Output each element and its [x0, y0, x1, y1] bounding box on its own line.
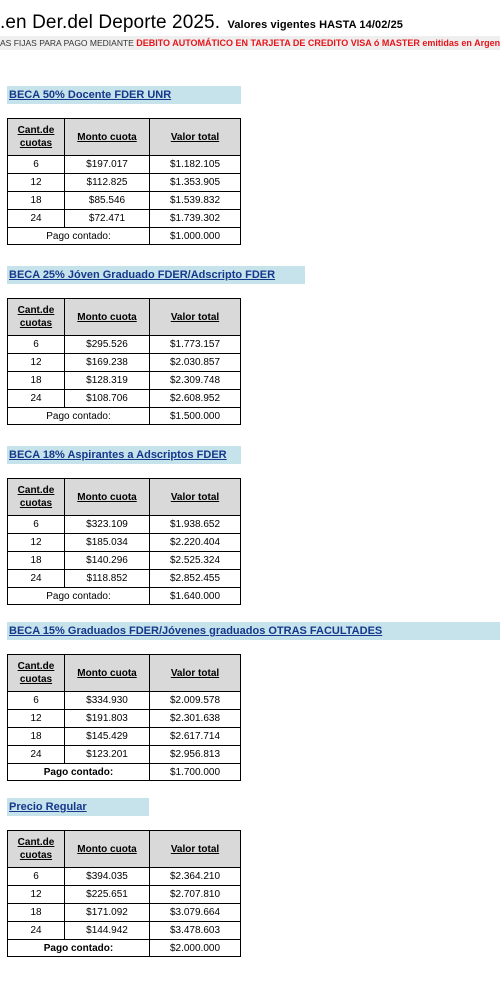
cell-monto: $295.526	[65, 336, 150, 354]
cash-row	[8, 228, 241, 245]
cash-value: $1.640.000	[150, 588, 241, 605]
header-total: Valor total	[150, 479, 241, 516]
table-row	[8, 710, 241, 728]
price-table	[7, 298, 241, 425]
table-row	[8, 534, 241, 552]
cell-monto: $185.034	[65, 534, 150, 552]
title-text: .en Der.del Deporte 2025.	[0, 12, 221, 33]
cell-total: $1.539.832	[150, 192, 241, 210]
cell-total: $2.525.324	[150, 552, 241, 570]
cell-total: $1.938.652	[150, 516, 241, 534]
cell-cuotas: 6	[8, 868, 65, 886]
cell-monto: $171.092	[65, 904, 150, 922]
cell-monto: $140.296	[65, 552, 150, 570]
cell-cuotas: 6	[8, 516, 65, 534]
cash-label: Pago contado:	[8, 228, 150, 245]
table-header-row	[8, 479, 241, 516]
cell-monto: $128.319	[65, 372, 150, 390]
section-beca-25	[7, 266, 305, 425]
cell-monto: $323.109	[65, 516, 150, 534]
table-row	[8, 746, 241, 764]
header-cant: Cant.de cuotas	[8, 831, 65, 868]
header-total: Valor total	[150, 119, 241, 156]
cell-cuotas: 6	[8, 336, 65, 354]
header-monto: Monto cuota	[65, 299, 150, 336]
cell-cuotas: 12	[8, 174, 65, 192]
cash-value: $1.500.000	[150, 408, 241, 425]
cash-label: Pago contado:	[8, 588, 150, 605]
table-row	[8, 552, 241, 570]
cell-cuotas: 12	[8, 354, 65, 372]
cell-cuotas: 18	[8, 372, 65, 390]
table-row	[8, 336, 241, 354]
header-total: Valor total	[150, 655, 241, 692]
cell-cuotas: 24	[8, 570, 65, 588]
payment-banner	[0, 36, 500, 50]
table-row	[8, 174, 241, 192]
cell-cuotas: 24	[8, 922, 65, 940]
cash-row	[8, 940, 241, 957]
cash-row	[8, 764, 241, 781]
cell-cuotas: 12	[8, 534, 65, 552]
cell-monto: $145.429	[65, 728, 150, 746]
header-monto: Monto cuota	[65, 655, 150, 692]
table-row	[8, 516, 241, 534]
cell-total: $1.739.302	[150, 210, 241, 228]
cell-total: $2.617.714	[150, 728, 241, 746]
cell-cuotas: 18	[8, 192, 65, 210]
cell-cuotas: 24	[8, 390, 65, 408]
banner-highlight: DEBITO AUTOMÁTICO EN TARJETA DE CREDITO VISA ó MASTER emitidas en Argen	[136, 38, 500, 48]
cash-value: $1.000.000	[150, 228, 241, 245]
cell-cuotas: 18	[8, 728, 65, 746]
header-monto: Monto cuota	[65, 831, 150, 868]
cell-monto: $108.706	[65, 390, 150, 408]
cell-total: $1.353.905	[150, 174, 241, 192]
cell-monto: $144.942	[65, 922, 150, 940]
banner-prefix: AS FIJAS PARA PAGO MEDIANTE	[0, 38, 134, 48]
cell-total: $1.773.157	[150, 336, 241, 354]
cash-value: $2.000.000	[150, 940, 241, 957]
cell-total: $2.707.810	[150, 886, 241, 904]
cell-total: $2.009.578	[150, 692, 241, 710]
header-total: Valor total	[150, 299, 241, 336]
cell-cuotas: 18	[8, 552, 65, 570]
cell-total: $2.309.748	[150, 372, 241, 390]
section-title: BECA 50% Docente FDER UNR	[7, 86, 241, 104]
cell-monto: $72.471	[65, 210, 150, 228]
cell-cuotas: 6	[8, 692, 65, 710]
cell-total: $2.364.210	[150, 868, 241, 886]
header-monto: Monto cuota	[65, 479, 150, 516]
table-header-row	[8, 299, 241, 336]
price-table	[7, 478, 241, 605]
table-row	[8, 904, 241, 922]
cell-monto: $112.825	[65, 174, 150, 192]
table-row	[8, 728, 241, 746]
cell-cuotas: 6	[8, 156, 65, 174]
cell-monto: $85.546	[65, 192, 150, 210]
table-row	[8, 156, 241, 174]
cell-cuotas: 12	[8, 886, 65, 904]
table-row	[8, 886, 241, 904]
cash-label: Pago contado:	[8, 940, 150, 957]
cell-monto: $394.035	[65, 868, 150, 886]
section-title: BECA 18% Aspirantes a Adscriptos FDER	[7, 446, 241, 464]
table-row	[8, 192, 241, 210]
table-header-row	[8, 655, 241, 692]
section-title: BECA 25% Jóven Graduado FDER/Adscripto FDER	[7, 266, 305, 284]
cash-row	[8, 588, 241, 605]
header-cant: Cant.de cuotas	[8, 299, 65, 336]
cell-total: $2.301.638	[150, 710, 241, 728]
header-cant: Cant.de cuotas	[8, 655, 65, 692]
cell-monto: $334.930	[65, 692, 150, 710]
cell-cuotas: 24	[8, 746, 65, 764]
cell-total: $3.478.603	[150, 922, 241, 940]
cell-monto: $118.852	[65, 570, 150, 588]
header-monto: Monto cuota	[65, 119, 150, 156]
header-total: Valor total	[150, 831, 241, 868]
cell-cuotas: 24	[8, 210, 65, 228]
cell-cuotas: 18	[8, 904, 65, 922]
cell-total: $2.608.952	[150, 390, 241, 408]
table-header-row	[8, 119, 241, 156]
price-table	[7, 830, 241, 957]
cell-monto: $225.651	[65, 886, 150, 904]
table-row	[8, 372, 241, 390]
table-row	[8, 692, 241, 710]
cell-monto: $197.017	[65, 156, 150, 174]
cash-value: $1.700.000	[150, 764, 241, 781]
cell-cuotas: 12	[8, 710, 65, 728]
cell-total: $2.852.455	[150, 570, 241, 588]
page-title	[0, 12, 403, 34]
cell-total: $1.182.105	[150, 156, 241, 174]
table-row	[8, 210, 241, 228]
table-row	[8, 922, 241, 940]
cash-row	[8, 408, 241, 425]
header-cant: Cant.de cuotas	[8, 119, 65, 156]
table-row	[8, 868, 241, 886]
section-title: Precio Regular	[7, 798, 149, 816]
cash-label: Pago contado:	[8, 408, 150, 425]
price-table	[7, 654, 241, 781]
section-beca-15	[7, 622, 500, 781]
section-precio-regular	[7, 798, 241, 957]
cell-total: $2.220.404	[150, 534, 241, 552]
table-row	[8, 354, 241, 372]
table-row	[8, 570, 241, 588]
cell-total: $2.030.857	[150, 354, 241, 372]
cell-monto: $169.238	[65, 354, 150, 372]
cell-total: $2.956.813	[150, 746, 241, 764]
section-beca-50	[7, 86, 241, 245]
cell-monto: $123.201	[65, 746, 150, 764]
header-cant: Cant.de cuotas	[8, 479, 65, 516]
table-row	[8, 390, 241, 408]
table-header-row	[8, 831, 241, 868]
section-title: BECA 15% Graduados FDER/Jóvenes graduados OTRAS FACULTADES	[7, 622, 500, 640]
validity-subtitle: Valores vigentes HASTA 14/02/25	[227, 19, 404, 31]
cash-label: Pago contado:	[8, 764, 150, 781]
price-table	[7, 118, 241, 245]
cell-monto: $191.803	[65, 710, 150, 728]
section-beca-18	[7, 446, 241, 605]
cell-total: $3.079.664	[150, 904, 241, 922]
